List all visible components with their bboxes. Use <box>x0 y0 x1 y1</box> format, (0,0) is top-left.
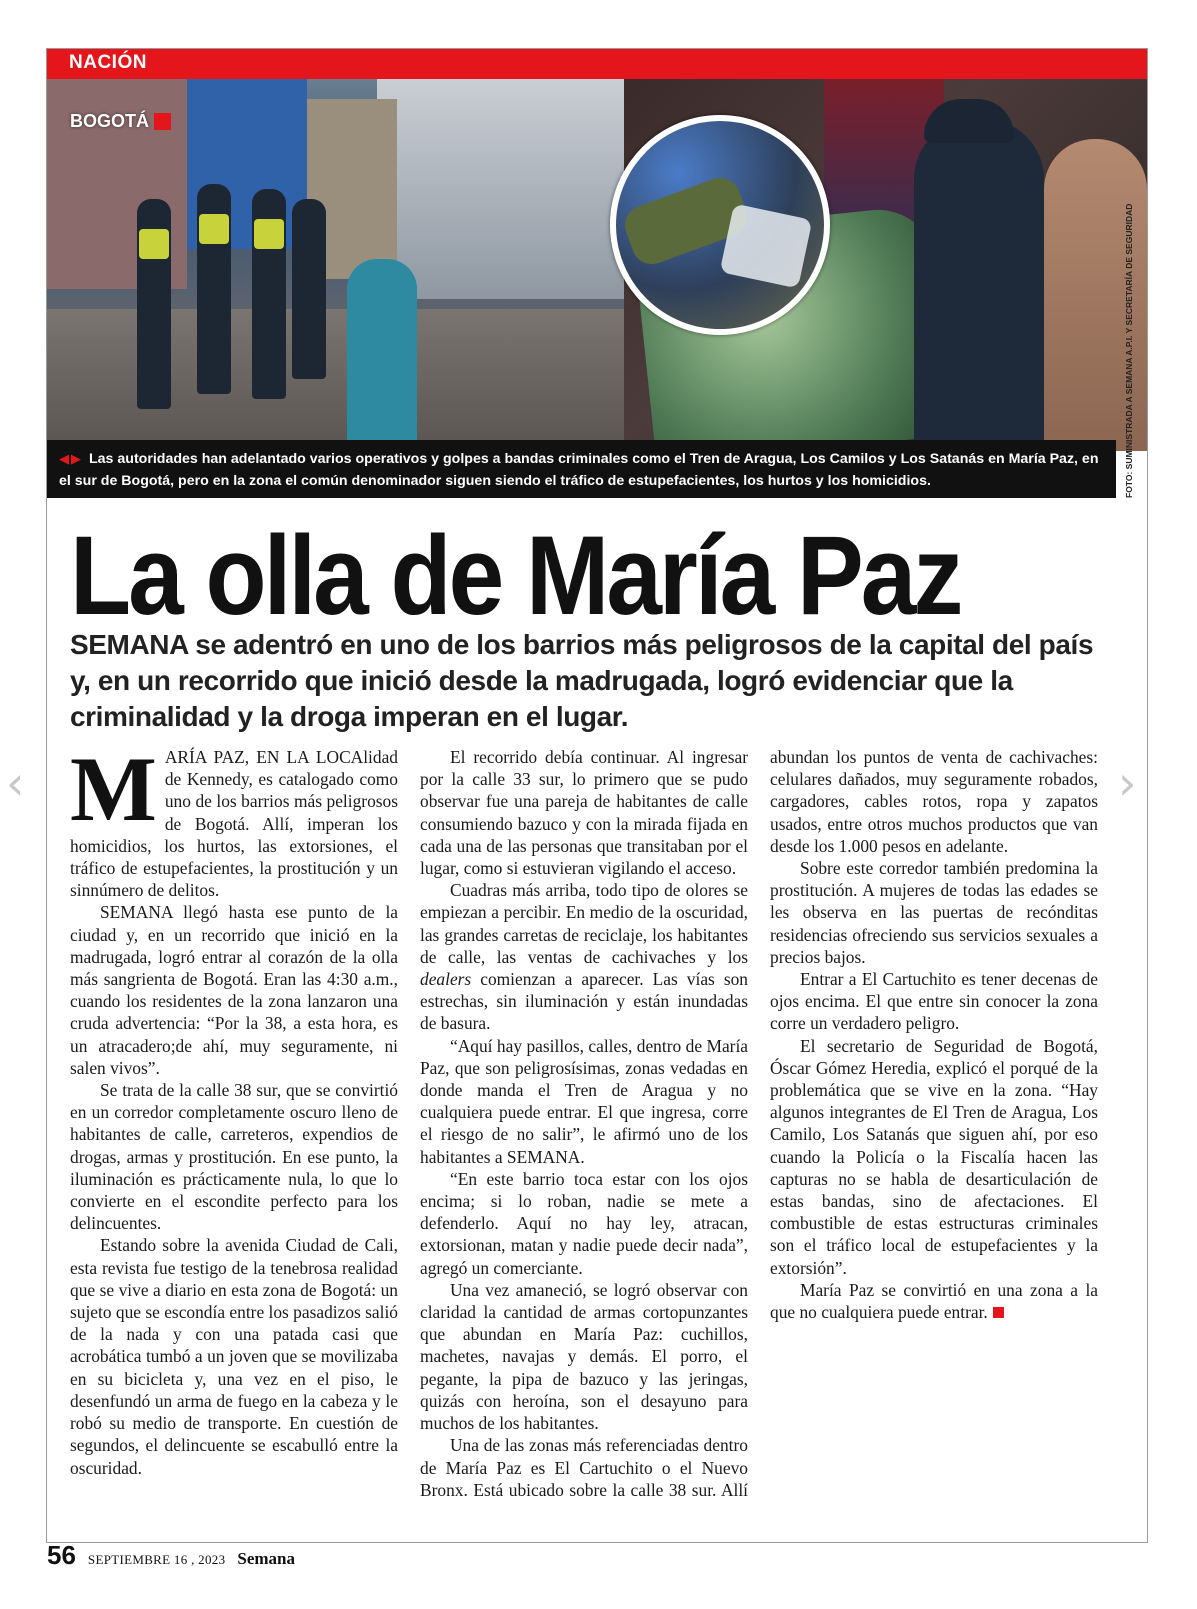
next-page-chevron-icon[interactable]: › <box>1118 756 1137 810</box>
paragraph: Entrar a El Cartuchito es tener decenas de ojos encima. El que entre sin conocer la zona corre un verdadero peligro. <box>770 969 1098 1034</box>
prev-page-chevron-icon[interactable]: ‹ <box>6 756 25 810</box>
end-mark-icon <box>993 1307 1004 1318</box>
paragraph: Se trata de la calle 38 sur, que se convirtió en un corredor completamente oscuro lleno de habitantes de calle, carreteros, expendios de drogas, armas y prostitución. En ese punto, la iluminación es prácticamente nula, lo que lo convierte en el escondite perfecto para los delincuentes. <box>70 1080 398 1234</box>
photo-police-street <box>47 79 624 451</box>
paragraph: SEMANA llegó hasta ese punto de la ciudad y, en un recorrido que inició en la madrugada, logró entrar al corazón de la olla más sangrienta de Bogotá. Eran las 4:30 a.m., cuando los residentes de la zona lanzaron una cruda advertencia: “Por la 38, a esta hora, es un atracadero;de ahí, muy seguramente, ni salen vivos”. <box>70 902 398 1078</box>
issue-date: SEPTIEMBRE 16 , 2023 <box>87 1552 226 1567</box>
photo-caption: ◀▶ Las autoridades han adelantado varios operativos y golpes a bandas criminales como el Tren de Aragua, Los Camilos y Los Satanás en María Paz, en el sur de Bogotá, pero en la zona el común denominador siguen siendo el tráfico de estupefacientes, los hurtos y los homicidios. <box>47 440 1116 498</box>
paragraph: El secretario de Seguridad de Bogotá, Óscar Gómez Heredia, explicó el porqué de la problemática que se vive en la zona. “Hay algunos integrantes de El Tren de Aragua, Los Camilo, Los Satanás que siguen ahí, por eso cuando la Policía o la Fiscalía hacen las capturas no se habla de desarticulación de estas bandas, sino de afectaciones. El combustible de estas estructuras criminales son el tráfico local de estupefacientes y la extorsión”. <box>770 1035 1098 1278</box>
section-bar <box>47 49 1147 79</box>
dropcap: M <box>70 738 157 840</box>
red-square-icon <box>154 113 171 130</box>
page-number: 56 <box>47 1540 76 1570</box>
paragraph: María Paz se convirtió en una zona a la que no cualquiera puede entrar. <box>770 1279 1098 1323</box>
section-label: NACIÓN <box>69 52 147 73</box>
paragraph: El recorrido debía continuar. Al ingresar por la calle 33 sur, lo primero que se pudo observar fue una pareja de habitantes de calle consumiendo bazuco y con la mirada fijada en cada una de las personas que transitaban por el lugar, como si estuvieran vigilando el acceso. <box>420 747 748 879</box>
paragraph: “En este barrio toca estar con los ojos encima; si lo roban, nadie se mete a defenderlo. Aquí no hay ley, atracan, extorsionan, matan y nadie puede decir nada”, agregó un comerciante. <box>420 1168 748 1278</box>
inset-photo-evidence <box>610 115 830 335</box>
photo-credit: FOTO: SUMINISTRADA A SEMANA A.P.I. Y SECRETARÍA DE SEGURIDAD <box>1124 203 1134 498</box>
location-tag: BOGOTÁ <box>70 111 171 132</box>
footer <box>47 1540 295 1570</box>
magazine-name: Semana <box>237 1549 296 1568</box>
paragraph: Una de las zonas más referenciadas dentro de María Paz es El Cartuchito o el Nuevo Bronx. Está ubicado sobre la calle 38 sur. Allí abundan los puntos de venta de cachivaches: celulares dañados, muy seguramente robados, cargadores, cables rotos, ropa y zapatos usados, entre otros muchos productos que van desde los 1.000 pesos en adelante. <box>420 747 1098 1500</box>
paragraph: “Aquí hay pasillos, calles, dentro de María Paz, que son peligrosísimas, zonas vedadas en donde manda el Tren de Aragua y no cualquiera puede entrar. El que ingresa, corre el riesgo de no salir”, le afirmó uno de los habitantes a SEMANA. <box>420 1035 748 1167</box>
paragraph: MARÍA PAZ, EN LA LOCAlidad de Kennedy, es catalogado como uno de los barrios más peligrosos de Bogotá. Allí, imperan los homicidios, los hurtos, las extorsiones, el tráfico de estupefacientes, la prostitución y un sinnúmero de delitos. <box>70 738 398 901</box>
headline: La olla de María Paz <box>70 513 961 639</box>
paragraph: Cuadras más arriba, todo tipo de olores se empiezan a percibir. En medio de la oscuridad, las grandes carretas de reciclaje, los habitantes de calle, las ventas de cachivaches y los dealers comienzan a aparecer. Las vías son estrechas, sin iluminación y están inundadas de basura. <box>420 880 748 1034</box>
hero-photo <box>47 79 1147 451</box>
paragraph: Estando sobre la avenida Ciudad de Cali, esta revista fue testigo de la tenebrosa realidad que se vive a diario en esta zona de Bogotá: un sujeto que se escondía entre los pasadizos salió de la nada y con una patada casi que acrobática tumbó a un joven que se movilizaba en su bicicleta y, una vez en el piso, le desenfundó un arma de fuego en la cabeza y le robó su medio de transporte. En cuestión de segundos, el delincuente se escabulló entre la oscuridad. <box>70 1235 398 1478</box>
paragraph: Una vez amaneció, se logró observar con claridad la cantidad de armas cortopunzantes que abundan en María Paz: cuchillos, machetes, navajas y demás. El porro, el pegante, la pipa de bazuco y las jeringas, quizás con heroína, son el desayuno para muchos de los habitantes. <box>420 1279 748 1434</box>
caption-arrows-icon: ◀▶ <box>59 451 83 466</box>
deck: SEMANA se adentró en uno de los barrios más peligrosos de la capital del país y, en un recorrido que inició desde la madrugada, logró evidenciar que la criminalidad y la droga imperan en el lugar. <box>70 629 1094 732</box>
article-body <box>70 738 1098 1506</box>
paragraph: Sobre este corredor también predomina la prostitución. A mujeres de todas las edades se les observa en las puertas de recónditas residencias ofreciendo sus servicios sexuales a precios bajos. <box>770 858 1098 967</box>
